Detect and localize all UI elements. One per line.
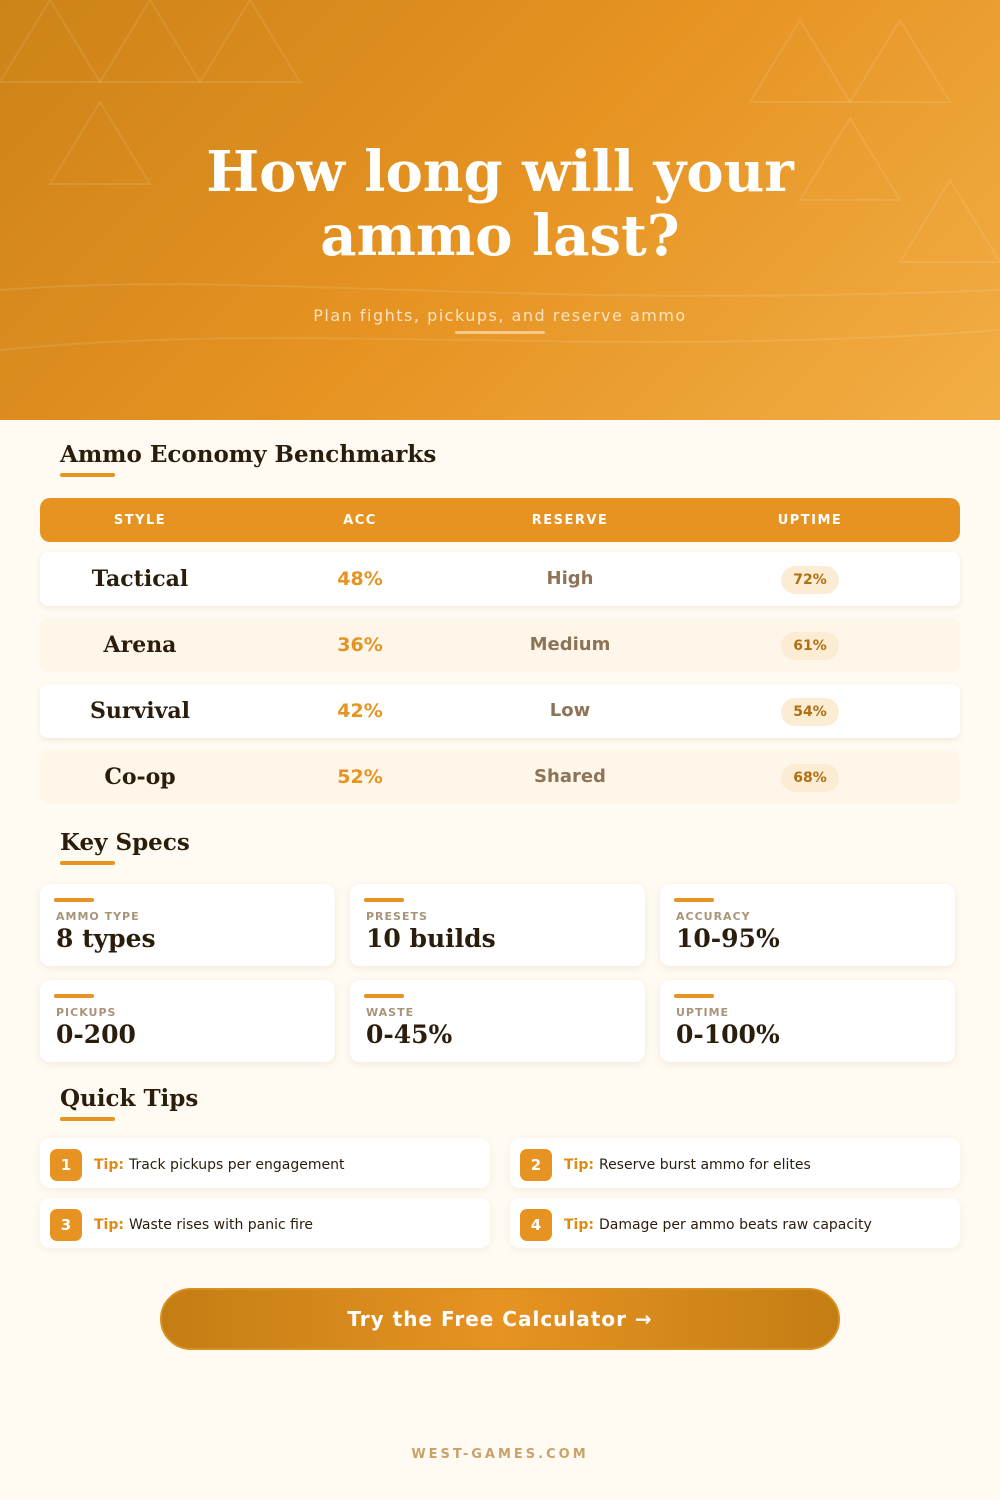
tip-prefix: Tip: (94, 1217, 124, 1233)
row-style: Arena (103, 632, 177, 658)
tip-card (40, 1198, 490, 1248)
spec-label: ACCURACY (676, 910, 751, 923)
spec-accent-bar (54, 898, 94, 902)
spec-label: AMMO TYPE (56, 910, 140, 923)
tip-text: Track pickups per engagement (128, 1157, 345, 1173)
row-reserve: Low (549, 700, 591, 721)
tip-text: Damage per ammo beats raw capacity (598, 1217, 872, 1233)
specs-title-underline (60, 861, 115, 865)
spec-value: 0-45% (366, 1020, 453, 1049)
row-acc: 36% (337, 634, 383, 656)
header-reserve: RESERVE (531, 513, 609, 528)
header-acc: ACC (343, 513, 377, 528)
spec-value: 10-95% (676, 924, 780, 953)
tip-number-badge: 1 (50, 1149, 82, 1181)
uptime-badge: 72% (781, 566, 839, 594)
benchmarks-title-underline (60, 473, 115, 477)
spec-value: 10 builds (366, 924, 496, 953)
uptime-badge: 61% (781, 632, 839, 660)
row-style: Co-op (104, 764, 176, 790)
page-title-line-2: ammo last? (320, 203, 680, 269)
row-acc: 48% (337, 568, 383, 590)
table-row (40, 618, 960, 672)
row-acc: 42% (337, 700, 383, 722)
spec-value: 0-100% (676, 1020, 780, 1049)
uptime-badge: 54% (781, 698, 839, 726)
uptime-badge: 68% (781, 764, 839, 792)
tip-text: Waste rises with panic fire (128, 1217, 314, 1233)
spec-value: 8 types (56, 924, 156, 953)
spec-accent-bar (674, 994, 714, 998)
spec-card-presets (350, 884, 645, 966)
spec-value: 0-200 (56, 1020, 136, 1049)
row-reserve: Medium (529, 634, 611, 655)
specs-title: Key Specs (60, 829, 190, 856)
page-title-line-1: How long will your (206, 139, 794, 205)
spec-label: PICKUPS (56, 1006, 117, 1019)
footer-site-link[interactable]: WEST-GAMES.COM (411, 1447, 589, 1462)
row-reserve: High (546, 568, 594, 589)
spec-accent-bar (674, 898, 714, 902)
tips-title-underline (60, 1117, 115, 1121)
row-acc: 52% (337, 766, 383, 788)
row-style: Survival (89, 698, 190, 724)
tip-number-badge: 4 (520, 1209, 552, 1241)
tip-card (510, 1138, 960, 1188)
spec-label: WASTE (366, 1006, 415, 1019)
benchmarks-title: Ammo Economy Benchmarks (60, 441, 437, 468)
page-title (0, 140, 1000, 268)
row-style: Tactical (91, 566, 189, 592)
header-style: STYLE (113, 513, 167, 528)
spec-card-uptime (660, 980, 955, 1062)
spec-accent-bar (54, 994, 94, 998)
benchmarks-table-header (40, 498, 960, 542)
tip-prefix: Tip: (564, 1157, 594, 1173)
table-row (40, 750, 960, 804)
tip-number-badge: 3 (50, 1209, 82, 1241)
tip-number-badge: 2 (520, 1149, 552, 1181)
tips-title: Quick Tips (60, 1085, 199, 1112)
spec-label: PRESETS (366, 910, 428, 923)
spec-card-waste (350, 980, 645, 1062)
tip-text: Reserve burst ammo for elites (598, 1157, 811, 1173)
spec-card-accuracy (660, 884, 955, 966)
row-reserve: Shared (534, 766, 606, 787)
spec-accent-bar (364, 994, 404, 998)
tip-card (40, 1138, 490, 1188)
spec-label: UPTIME (676, 1006, 730, 1019)
tip-prefix: Tip: (564, 1217, 594, 1233)
header-uptime: UPTIME (777, 513, 843, 528)
tip-prefix: Tip: (94, 1157, 124, 1173)
table-row (40, 552, 960, 606)
calculator-cta-button[interactable]: Try the Free Calculator → (160, 1288, 840, 1350)
spec-card-ammo-type (40, 884, 335, 966)
spec-card-pickups (40, 980, 335, 1062)
spec-accent-bar (364, 898, 404, 902)
subtitle-divider (455, 331, 545, 334)
table-row (40, 684, 960, 738)
tip-card (510, 1198, 960, 1248)
hero-banner (0, 0, 1000, 420)
page-subtitle: Plan fights, pickups, and reserve ammo (313, 306, 687, 325)
